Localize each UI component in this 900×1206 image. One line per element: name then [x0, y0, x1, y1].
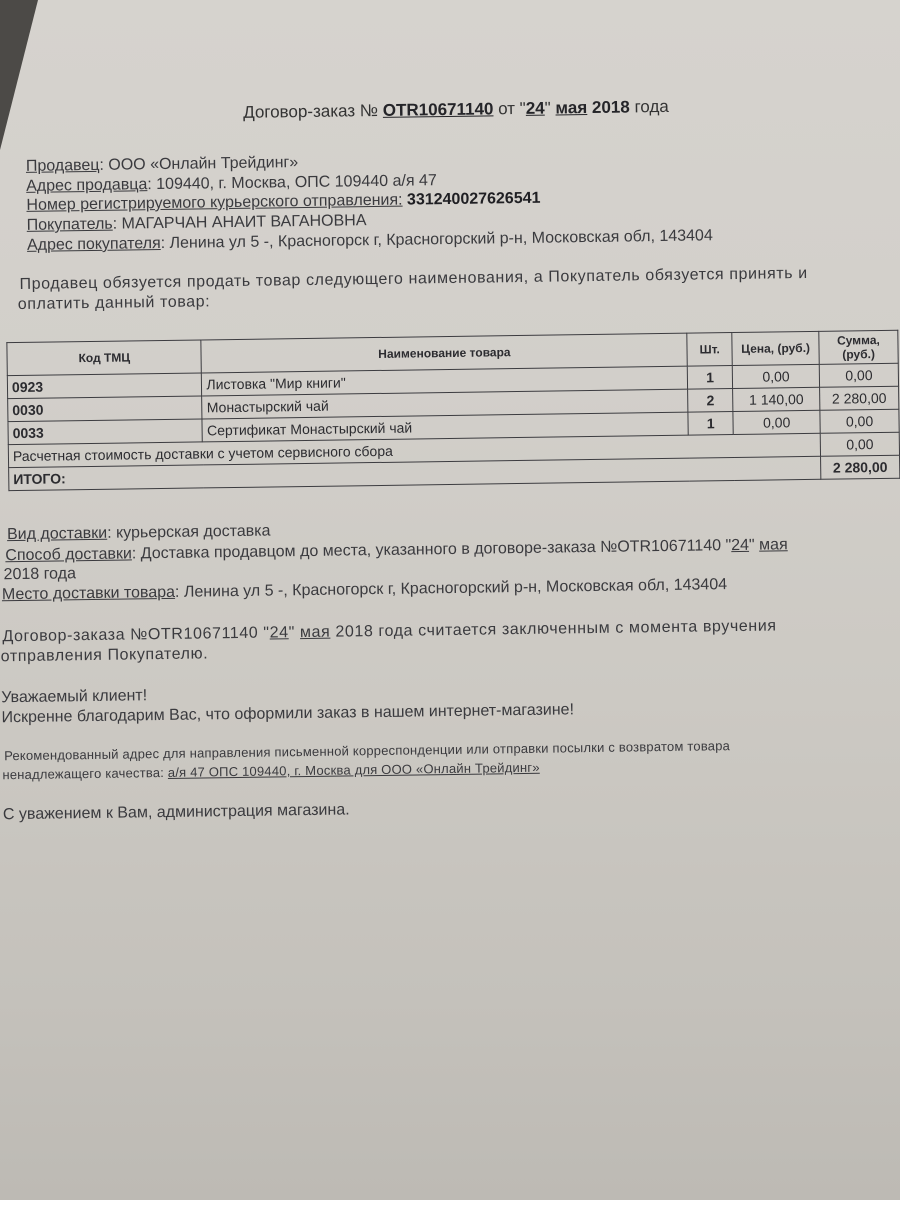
delivery-place-value: : Ленина ул 5 -, Красногорск г, Красногорский р-н, Московская обл, 143404: [174, 576, 728, 601]
goods-table: [6, 330, 900, 491]
conclusion-line-1: [2, 617, 776, 646]
title-year: 2018: [591, 97, 630, 117]
tracking-number: 331240027626541: [406, 189, 541, 209]
header-code: Код ТМЦ: [7, 340, 202, 376]
signature-line: С уважением к Вам, администрация магазина.: [2, 801, 350, 824]
intro-line-2: оплатить данный товар:: [17, 293, 211, 314]
row-sum: 2 280,00: [820, 386, 899, 410]
delivery-method-month: мая: [758, 536, 788, 554]
delivery-method-value: : Доставка продавцом до места, указанного в договоре-заказа №OTR10671140 ": [131, 537, 732, 563]
row-code: 0030: [8, 396, 203, 422]
row-price: 0,00: [732, 364, 819, 388]
document-title: [243, 97, 669, 123]
delivery-type-line: [7, 523, 271, 545]
row-qty: 1: [687, 366, 732, 390]
seller-label: Продавец: [25, 156, 100, 175]
greeting-line-2: Искренне благодарим Вас, что оформили заказ в нашем интернет-магазине!: [1, 701, 575, 727]
conclusion-quote: ": [288, 624, 301, 642]
delivery-type-value: : курьерская доставка: [107, 522, 271, 542]
title-month: мая: [555, 98, 588, 118]
seller-address-value: : 109440, г. Москва, ОПС 109440 а/я 47: [147, 172, 437, 194]
row-price: 1 140,00: [733, 387, 820, 411]
row-code: 0923: [7, 373, 202, 399]
row-price: 0,00: [733, 410, 820, 434]
delivery-cost-label: Расчетная стоимость доставки с учетом сервисного сбора: [8, 433, 820, 467]
delivery-method-label: Способ доставки: [5, 545, 132, 565]
seller-value: : ООО «Онлайн Трейдинг»: [99, 154, 299, 174]
header-name: Наименование товара: [201, 333, 687, 373]
delivery-place-label: Место доставки товара: [1, 583, 176, 604]
delivery-cost-value: 0,00: [820, 432, 899, 456]
seller-address-label: Адрес продавца: [26, 176, 148, 195]
return-address-value: а/я 47 ОПС 109440, г. Москва для ООО «Онлайн Трейдинг»: [167, 759, 540, 780]
buyer-address-label: Адрес покупателя: [26, 235, 161, 254]
total-label: ИТОГО:: [9, 456, 821, 490]
delivery-type-label: Вид доставки: [6, 524, 108, 544]
conclusion-rest: 2018 года считается заключенным с момента вручения: [330, 617, 777, 641]
seller-line: [26, 154, 299, 176]
row-sum: 0,00: [820, 409, 899, 433]
row-sum: 0,00: [819, 363, 898, 387]
header-sum: Сумма, (руб.): [819, 330, 898, 364]
delivery-method-quote: ": [748, 536, 760, 554]
title-from: от ": [498, 98, 526, 119]
title-quote: ": [544, 98, 551, 118]
header-price: Цена, (руб.): [732, 331, 819, 365]
header-qty: Шт.: [687, 333, 732, 367]
delivery-method-line-2: 2018 года: [3, 565, 77, 584]
delivery-method-day: 24: [731, 536, 750, 555]
return-address-prefix: ненадлежащего качества:: [2, 764, 168, 783]
return-address-line-1: Рекомендованный адрес для направления письменной корреспонденции или отправки посылки с возвратом товара: [4, 738, 731, 764]
total-value: 2 280,00: [821, 455, 900, 479]
conclusion-prefix: Договор-заказа №OTR10671140 ": [2, 624, 270, 646]
intro-line-1: Продавец обязуется продать товар следующего наименования, а Покупатель обязуется принять и: [19, 264, 808, 293]
title-prefix: Договор-заказ №: [243, 100, 379, 122]
conclusion-month: мая: [299, 623, 331, 642]
tracking-label: Номер регистрируемого курьерского отправления:: [26, 191, 403, 214]
row-name: Сертификат Монастырский чай: [202, 412, 688, 442]
conclusion-day: 24: [269, 624, 289, 642]
buyer-label: Покупатель: [26, 215, 113, 234]
title-day: 24: [525, 98, 545, 118]
buyer-address-value: : Ленина ул 5 -, Красногорск г, Красногорский р-н, Московская обл, 143404: [160, 227, 713, 253]
row-name: Монастырский чай: [202, 389, 688, 419]
greeting-line-1: Уважаемый клиент!: [1, 687, 148, 707]
conclusion-line-2: отправления Покупателю.: [0, 645, 209, 666]
buyer-value: : МАГАРЧАН АНАИТ ВАГАНОВНА: [112, 212, 367, 233]
row-qty: 2: [688, 389, 733, 413]
row-name: Листовка "Мир книги": [202, 366, 688, 396]
title-suffix: года: [634, 96, 669, 117]
row-code: 0033: [8, 419, 203, 445]
delivery-place-line: [2, 576, 727, 604]
buyer-line: [27, 212, 367, 235]
order-number: OTR10671140: [382, 99, 494, 120]
row-qty: 1: [688, 412, 733, 436]
return-address-line-2: [2, 760, 540, 783]
